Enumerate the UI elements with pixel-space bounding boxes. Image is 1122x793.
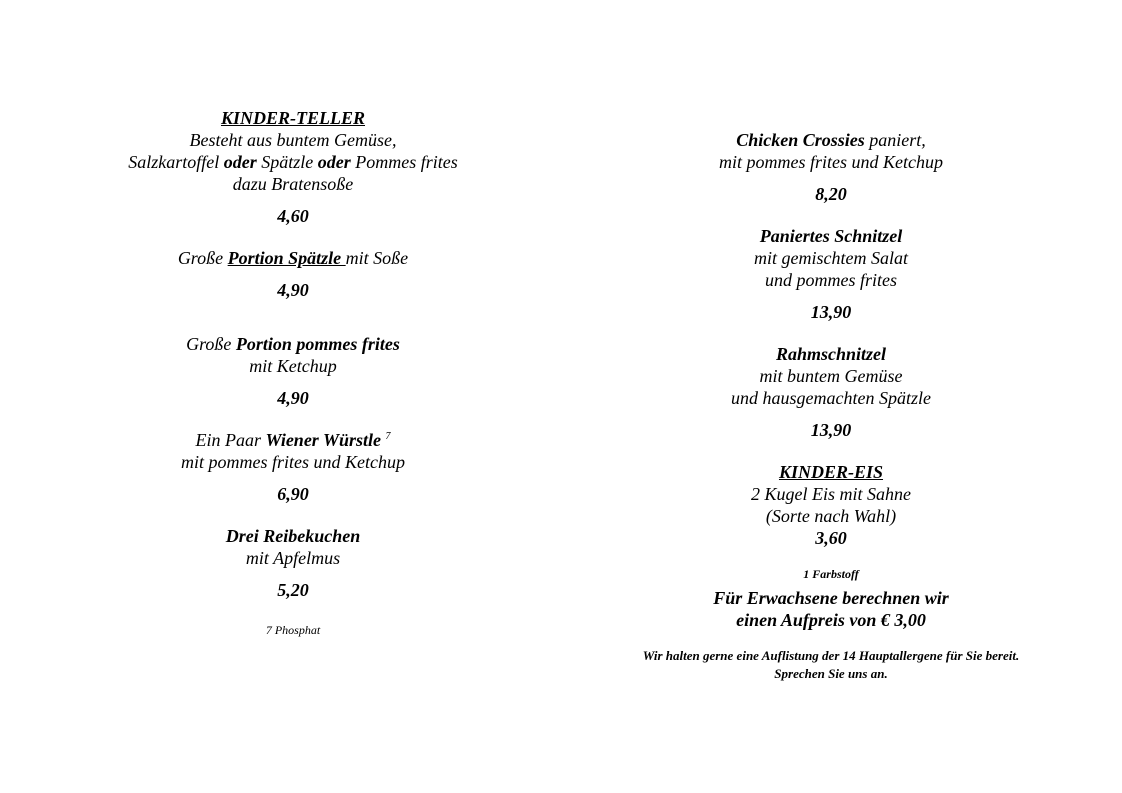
adult-surcharge-line-1: Für Erwachsene berechnen wir (713, 588, 949, 608)
wuerstle-desc: mit pommes frites und Ketchup (181, 452, 405, 472)
reibekuchen-desc: mit Apfelmus (245, 548, 341, 568)
wuerstle-price: 6,90 (277, 484, 309, 504)
kindereis-price: 3,60 (815, 528, 847, 548)
text: Ein Paar (195, 430, 266, 450)
kinderteller-desc-3: dazu Bratensoße (232, 174, 354, 194)
text: Große (177, 248, 228, 268)
footnote-farbstoff: 1 Farbstoff (803, 567, 859, 581)
pommes-item (93, 333, 493, 355)
wuerstle-name: Wiener Würstle (265, 430, 382, 450)
text-bold: oder (317, 152, 351, 172)
text: Pommes frites (350, 152, 458, 172)
kindereis-desc-1: 2 Kugel Eis mit Sahne (751, 484, 911, 504)
rahmschnitzel-desc-2: und hausgemachten Spätzle (731, 388, 931, 408)
kinderteller-price: 4,60 (277, 206, 309, 226)
kinderteller-desc-1: Besteht aus buntem Gemüse, (189, 130, 397, 150)
spaetzle-item (93, 247, 493, 269)
reibekuchen-price: 5,20 (277, 580, 309, 600)
chicken-item (600, 129, 1062, 151)
schnitzel-desc-1: mit gemischtem Salat (754, 248, 908, 268)
text: paniert, (864, 130, 926, 150)
kinderteller-title: KINDER-TELLER (220, 108, 366, 128)
kindereis-desc-2: (Sorte nach Wahl) (765, 506, 897, 526)
rahmschnitzel-name: Rahmschnitzel (775, 344, 887, 364)
allergen-note-line-2: Sprechen Sie uns an. (774, 666, 888, 681)
pommes-price: 4,90 (277, 388, 309, 408)
text: Große (186, 334, 236, 354)
allergen-sup: 7 (385, 431, 391, 442)
schnitzel-name: Paniertes Schnitzel (759, 226, 903, 246)
footnote-phosphat: 7 Phosphat (265, 623, 321, 637)
chicken-desc: mit pommes frites und Ketchup (719, 152, 943, 172)
schnitzel-price: 13,90 (810, 302, 852, 322)
kindereis-title: KINDER-EIS (778, 462, 884, 482)
kinderteller-desc-2 (93, 151, 493, 173)
adult-surcharge-line-2: einen Aufpreis von € 3,00 (736, 610, 926, 630)
pommes-desc: mit Ketchup (249, 356, 337, 376)
text-bold: oder (223, 152, 257, 172)
right-menu-column (600, 129, 1062, 683)
wuerstle-item (93, 429, 493, 451)
spaetzle-name: Portion Spätzle (227, 248, 346, 268)
allergen-note-line-1: Wir halten gerne eine Auflistung der 14 Hauptallergene für Sie bereit. (642, 648, 1020, 663)
text: Salzkartoffel (128, 152, 224, 172)
rahmschnitzel-price: 13,90 (810, 420, 852, 440)
text: Spätzle (256, 152, 318, 172)
reibekuchen-name: Drei Reibekuchen (225, 526, 361, 546)
rahmschnitzel-desc-1: mit buntem Gemüse (759, 366, 903, 386)
chicken-price: 8,20 (815, 184, 847, 204)
left-menu-column (93, 107, 493, 637)
schnitzel-desc-2: und pommes frites (765, 270, 897, 290)
spaetzle-price: 4,90 (277, 280, 309, 300)
text: mit Soße (345, 248, 409, 268)
chicken-name: Chicken Crossies (736, 130, 865, 150)
pommes-name: Portion pommes frites (235, 334, 400, 354)
